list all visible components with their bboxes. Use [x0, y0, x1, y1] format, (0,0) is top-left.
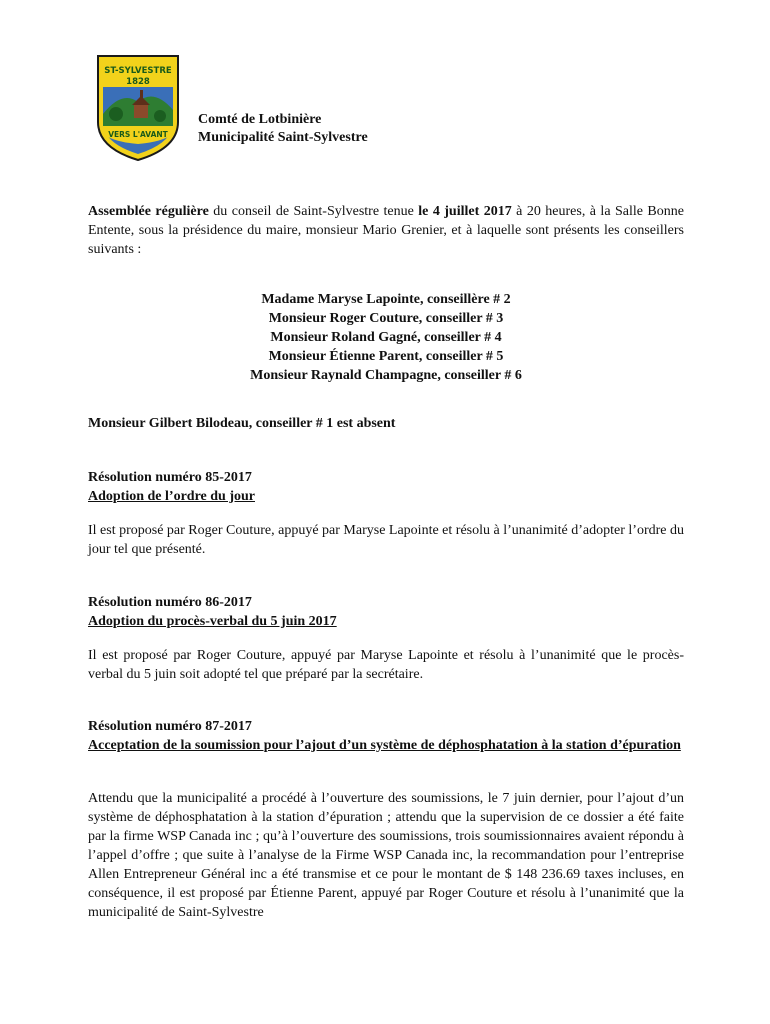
- resolution-body: Il est proposé par Roger Couture, appuyé par Maryse Lapointe et résolu à l’unanimité que le procès-verbal du 5 juin soit adopté tel que préparé par la secrétaire.: [88, 648, 684, 682]
- member-item: Monsieur Roger Couture, conseiller # 3: [268, 311, 504, 326]
- absent-member: Monsieur Gilbert Bilodeau, conseiller # 1 est absent: [88, 416, 396, 431]
- resolution-title: Acceptation de la soumission pour l’ajout d’un système de déphosphatation à la station d’épuration: [88, 738, 681, 753]
- municipality-name: Municipalité Saint-Sylvestre: [198, 130, 368, 145]
- logo-motto: VERS L'AVANT: [108, 130, 168, 139]
- member-item: Monsieur Roland Gagné, conseiller # 4: [270, 330, 502, 345]
- resolution-87: [88, 717, 684, 736]
- resolution-body: Attendu que la municipalité a procédé à l’ouverture des soumissions, le 7 juin dernier, pour l’ajout d’un système de déphosphatation à la station d’épuration ; attendu que la supervision de ce dossier a été faite par la firme WSP Canada inc ; qu’à l’ouverture des soumissions, trois soumissionnaires avaient répondu à l’appel d’offre ; que suite à l’analyse de la Firme WSP Canada inc, la recommandation pour l’entreprise Allen Entrepreneur Général inc a été transmise et ce pour le montant de $ 148 236.69 taxes incluses, en conséquence, il est proposé par Étienne Parent, appuyé par Roger Couture et résolu à l’unanimité que la municipalité de Saint-Sylvestre: [88, 791, 684, 920]
- county-name: Comté de Lotbinière: [198, 112, 322, 127]
- council-members-list: [88, 290, 684, 385]
- logo-top-text: ST-SYLVESTRE: [104, 66, 172, 76]
- resolution-85: [88, 468, 684, 506]
- municipal-crest-logo: [92, 52, 184, 162]
- document-header: [198, 111, 368, 147]
- resolution-86: [88, 593, 684, 631]
- intro-text-1: du conseil de Saint-Sylvestre tenue: [208, 204, 419, 219]
- meeting-type: Assemblée régulière: [88, 204, 209, 219]
- logo-year: 1828: [126, 77, 150, 87]
- resolution-number: Résolution numéro 85-2017: [88, 470, 252, 485]
- intro-text-2: à 20 heures, à la Salle Bonne Entente, sous la présidence du maire, monsieur Mario Grenier, et à laquelle sont présents les conseillers suivants :: [88, 204, 684, 257]
- resolution-title: Adoption de l’ordre du jour: [88, 489, 255, 504]
- meeting-intro: [88, 202, 684, 259]
- member-item: Monsieur Raynald Champagne, conseiller # 6: [250, 368, 522, 383]
- member-item: Madame Maryse Lapointe, conseillère # 2: [261, 292, 511, 307]
- member-item: Monsieur Étienne Parent, conseiller # 5: [268, 349, 504, 364]
- resolution-title: Adoption du procès-verbal du 5 juin 2017: [88, 614, 337, 629]
- resolution-body: Il est proposé par Roger Couture, appuyé par Maryse Lapointe et résolu à l’unanimité d’adopter l’ordre du jour tel que présenté.: [88, 523, 684, 557]
- resolution-number: Résolution numéro 87-2017: [88, 719, 252, 734]
- resolution-title-block: [88, 736, 684, 755]
- resolution-number: Résolution numéro 86-2017: [88, 595, 252, 610]
- meeting-date: le 4 juillet 2017: [418, 204, 512, 219]
